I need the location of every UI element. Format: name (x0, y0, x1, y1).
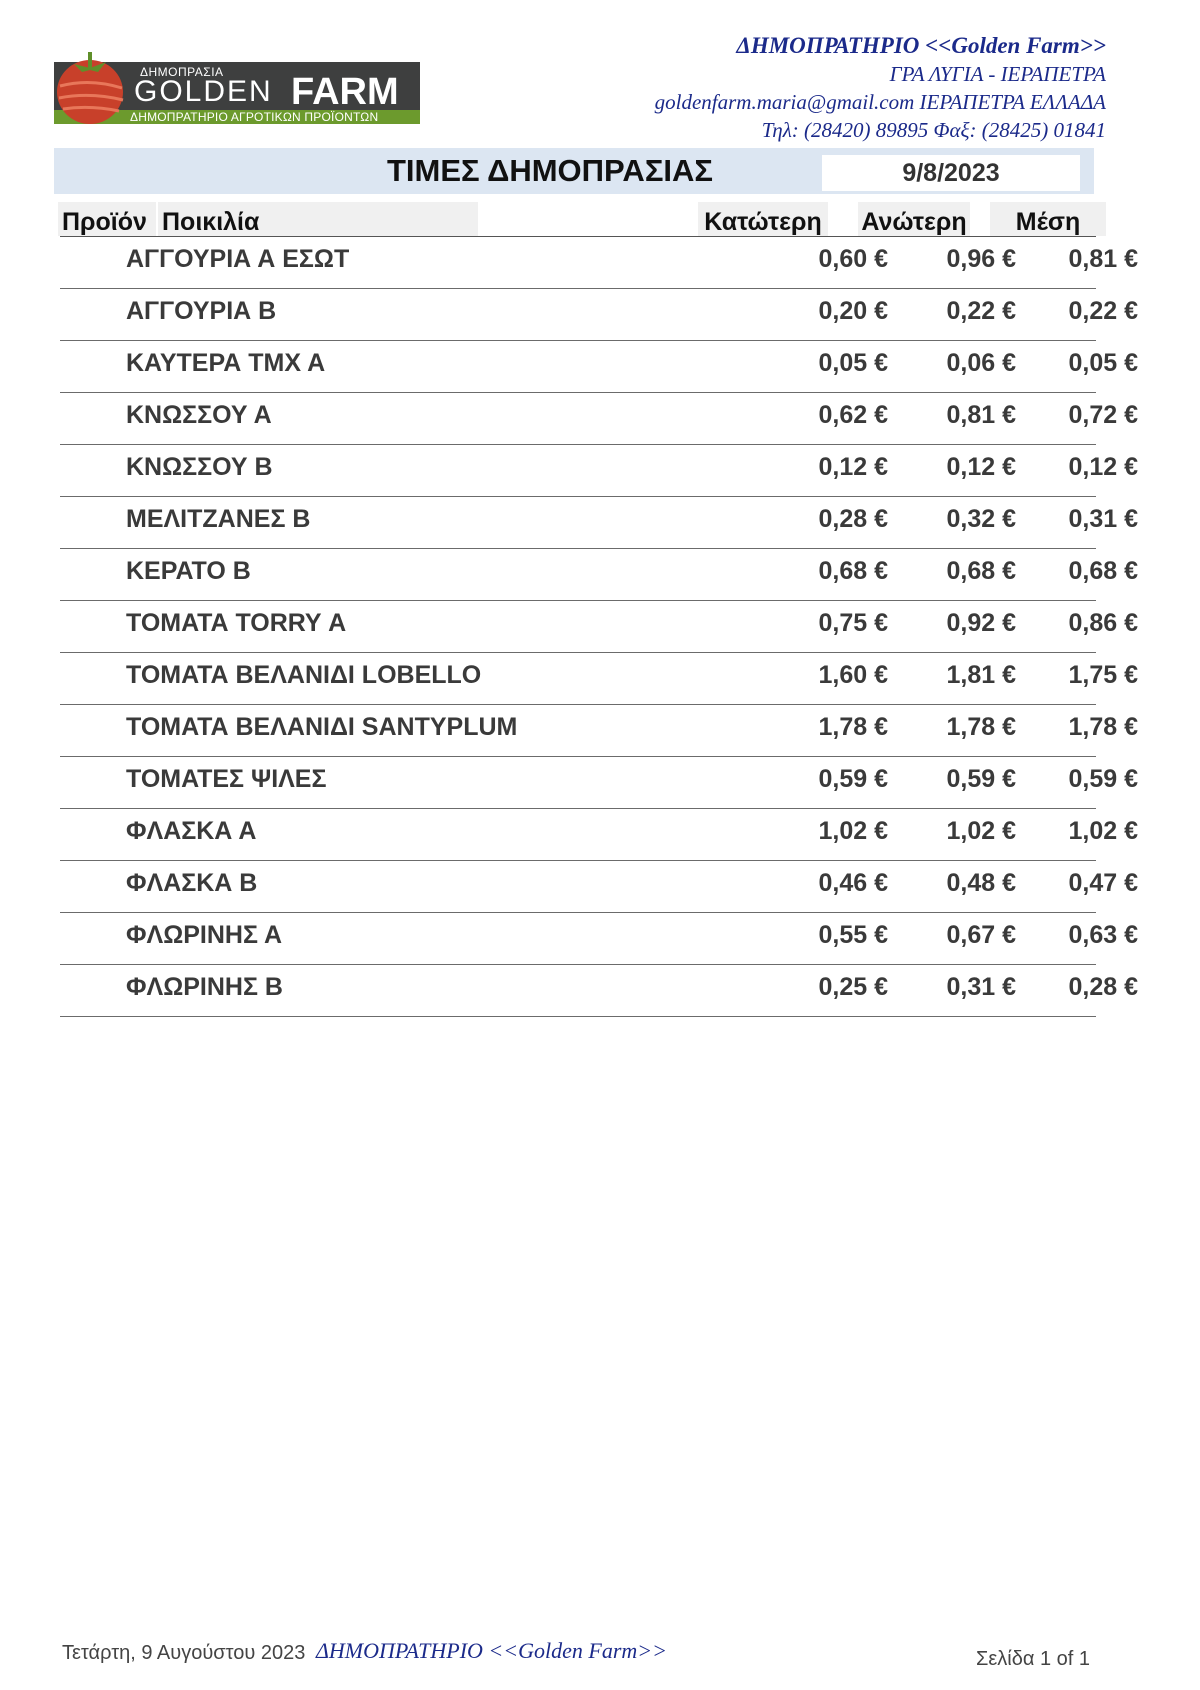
price-low: 0,60 € (818, 245, 888, 273)
price-avg: 0,72 € (1068, 401, 1138, 429)
product-name: ΚΝΩΣΣΟΥ Α (126, 401, 272, 429)
table-row (60, 809, 1138, 861)
product-name: ΤΟΜΑΤΕΣ ΨΙΛΕΣ (126, 765, 327, 793)
price-low: 0,46 € (818, 869, 888, 897)
logo-golden-text: GOLDEN (134, 75, 273, 108)
footer-company: ΔΗΜΟΠΡΑΤΗΡΙΟ <<Golden Farm>> (316, 1638, 667, 1663)
price-high: 1,81 € (946, 661, 1016, 689)
table-row (60, 601, 1138, 653)
price-avg: 0,28 € (1068, 973, 1138, 1001)
product-name: ΦΛΑΣΚΑ Α (126, 817, 257, 845)
price-avg: 0,81 € (1068, 245, 1138, 273)
price-avg: 0,68 € (1068, 557, 1138, 585)
product-name: ΤΟΜΑΤΑ TORRY Α (126, 609, 347, 637)
product-name: ΚΝΩΣΣΟΥ Β (126, 453, 273, 481)
price-avg: 0,31 € (1068, 505, 1138, 533)
price-high: 0,67 € (946, 921, 1016, 949)
table-row (60, 393, 1138, 445)
header-high: Ανώτερη (858, 202, 970, 236)
logo-small-text: ΔΗΜΟΠΡΑΣΙΑ (140, 65, 224, 79)
price-table (60, 237, 1138, 1017)
price-low: 0,59 € (818, 765, 888, 793)
product-name: ΑΓΓΟΥΡΙΑ Β (126, 297, 277, 325)
price-high: 0,48 € (946, 869, 1016, 897)
price-low: 0,20 € (818, 297, 888, 325)
price-low: 1,78 € (818, 713, 888, 741)
header-low: Κατώτερη (698, 202, 828, 236)
price-avg: 1,78 € (1068, 713, 1138, 741)
product-name: ΚΕΡΑΤΟ Β (126, 557, 251, 585)
price-avg: 0,12 € (1068, 453, 1138, 481)
price-avg: 0,47 € (1068, 869, 1138, 897)
header-variety: Ποικιλία (158, 202, 478, 236)
table-row (60, 965, 1138, 1017)
table-row (60, 653, 1138, 705)
price-low: 0,25 € (818, 973, 888, 1001)
golden-farm-logo (50, 48, 422, 126)
price-low: 0,05 € (818, 349, 888, 377)
price-low: 0,55 € (818, 921, 888, 949)
price-high: 0,92 € (946, 609, 1016, 637)
company-info (655, 32, 1106, 144)
table-row (60, 757, 1138, 809)
price-high: 0,81 € (946, 401, 1016, 429)
price-high: 0,68 € (946, 557, 1016, 585)
company-name: ΔΗΜΟΠΡΑΤΗΡΙΟ <<Golden Farm>> (736, 33, 1106, 58)
table-row (60, 445, 1138, 497)
price-high: 0,31 € (946, 973, 1016, 1001)
table-row (60, 497, 1138, 549)
price-avg: 0,59 € (1068, 765, 1138, 793)
logo-farm-text: FARM (291, 71, 399, 113)
price-high: 0,32 € (946, 505, 1016, 533)
product-name: ΜΕΛΙΤΖΑΝΕΣ Β (126, 505, 311, 533)
price-high: 1,02 € (946, 817, 1016, 845)
product-name: ΦΛΑΣΚΑ Β (126, 869, 258, 897)
logo-subtitle: ΔΗΜΟΠΡΑΤΗΡΙΟ ΑΓΡΟΤΙΚΩΝ ΠΡΟΪΟΝΤΩΝ (54, 110, 420, 124)
price-avg: 0,05 € (1068, 349, 1138, 377)
price-low: 0,28 € (818, 505, 888, 533)
price-low: 0,75 € (818, 609, 888, 637)
price-low: 0,12 € (818, 453, 888, 481)
table-row (60, 549, 1138, 601)
header-product: Προϊόν (58, 202, 156, 236)
table-row (60, 861, 1138, 913)
price-high: 1,78 € (946, 713, 1016, 741)
price-avg: 0,63 € (1068, 921, 1138, 949)
auction-date: 9/8/2023 (822, 155, 1080, 191)
product-name: ΚΑΥΤΕΡΑ ΤΜΧ Α (126, 349, 326, 377)
footer-date: Τετάρτη, 9 Αυγούστου 2023 (62, 1642, 306, 1664)
footer-page-number: Σελίδα 1 of 1 (975, 1648, 1090, 1670)
table-row (60, 341, 1138, 393)
price-avg: 1,02 € (1068, 817, 1138, 845)
product-name: ΤΟΜΑΤΑ ΒΕΛΑΝΙΔΙ SANTYPLUM (126, 713, 518, 741)
price-high: 0,22 € (946, 297, 1016, 325)
product-name: ΑΓΓΟΥΡΙΑ Α ΕΣΩΤ (126, 245, 350, 273)
price-avg: 0,22 € (1068, 297, 1138, 325)
header-avg: Μέση (990, 202, 1106, 236)
price-high: 0,96 € (946, 245, 1016, 273)
company-email: goldenfarm.maria@gmail.com ΙΕΡΑΠΕΤΡΑ ΕΛΛΑΔΑ (654, 90, 1106, 114)
price-low: 1,60 € (818, 661, 888, 689)
tomato-icon (50, 48, 136, 128)
price-avg: 1,75 € (1068, 661, 1138, 689)
table-row (60, 913, 1138, 965)
table-row (60, 289, 1138, 341)
price-high: 0,06 € (946, 349, 1016, 377)
price-low: 1,02 € (818, 817, 888, 845)
company-address: ΓΡΑ ΛΥΓΙΑ - ΙΕΡΑΠΕΤΡΑ (889, 62, 1106, 86)
page-title: ΤΙΜΕΣ ΔΗΜΟΠΡΑΣΙΑΣ (386, 153, 714, 188)
price-low: 0,68 € (818, 557, 888, 585)
price-high: 0,12 € (946, 453, 1016, 481)
table-row (60, 237, 1138, 289)
product-name: ΦΛΩΡΙΝΗΣ Α (126, 921, 283, 949)
product-name: ΤΟΜΑΤΑ ΒΕΛΑΝΙΔΙ LOBELLO (126, 661, 482, 689)
price-low: 0,62 € (818, 401, 888, 429)
table-row (60, 705, 1138, 757)
company-phone: Τηλ: (28420) 89895 Φαξ: (28425) 01841 (761, 118, 1106, 142)
product-name: ΦΛΩΡΙΝΗΣ Β (126, 973, 283, 1001)
price-high: 0,59 € (946, 765, 1016, 793)
price-avg: 0,86 € (1068, 609, 1138, 637)
